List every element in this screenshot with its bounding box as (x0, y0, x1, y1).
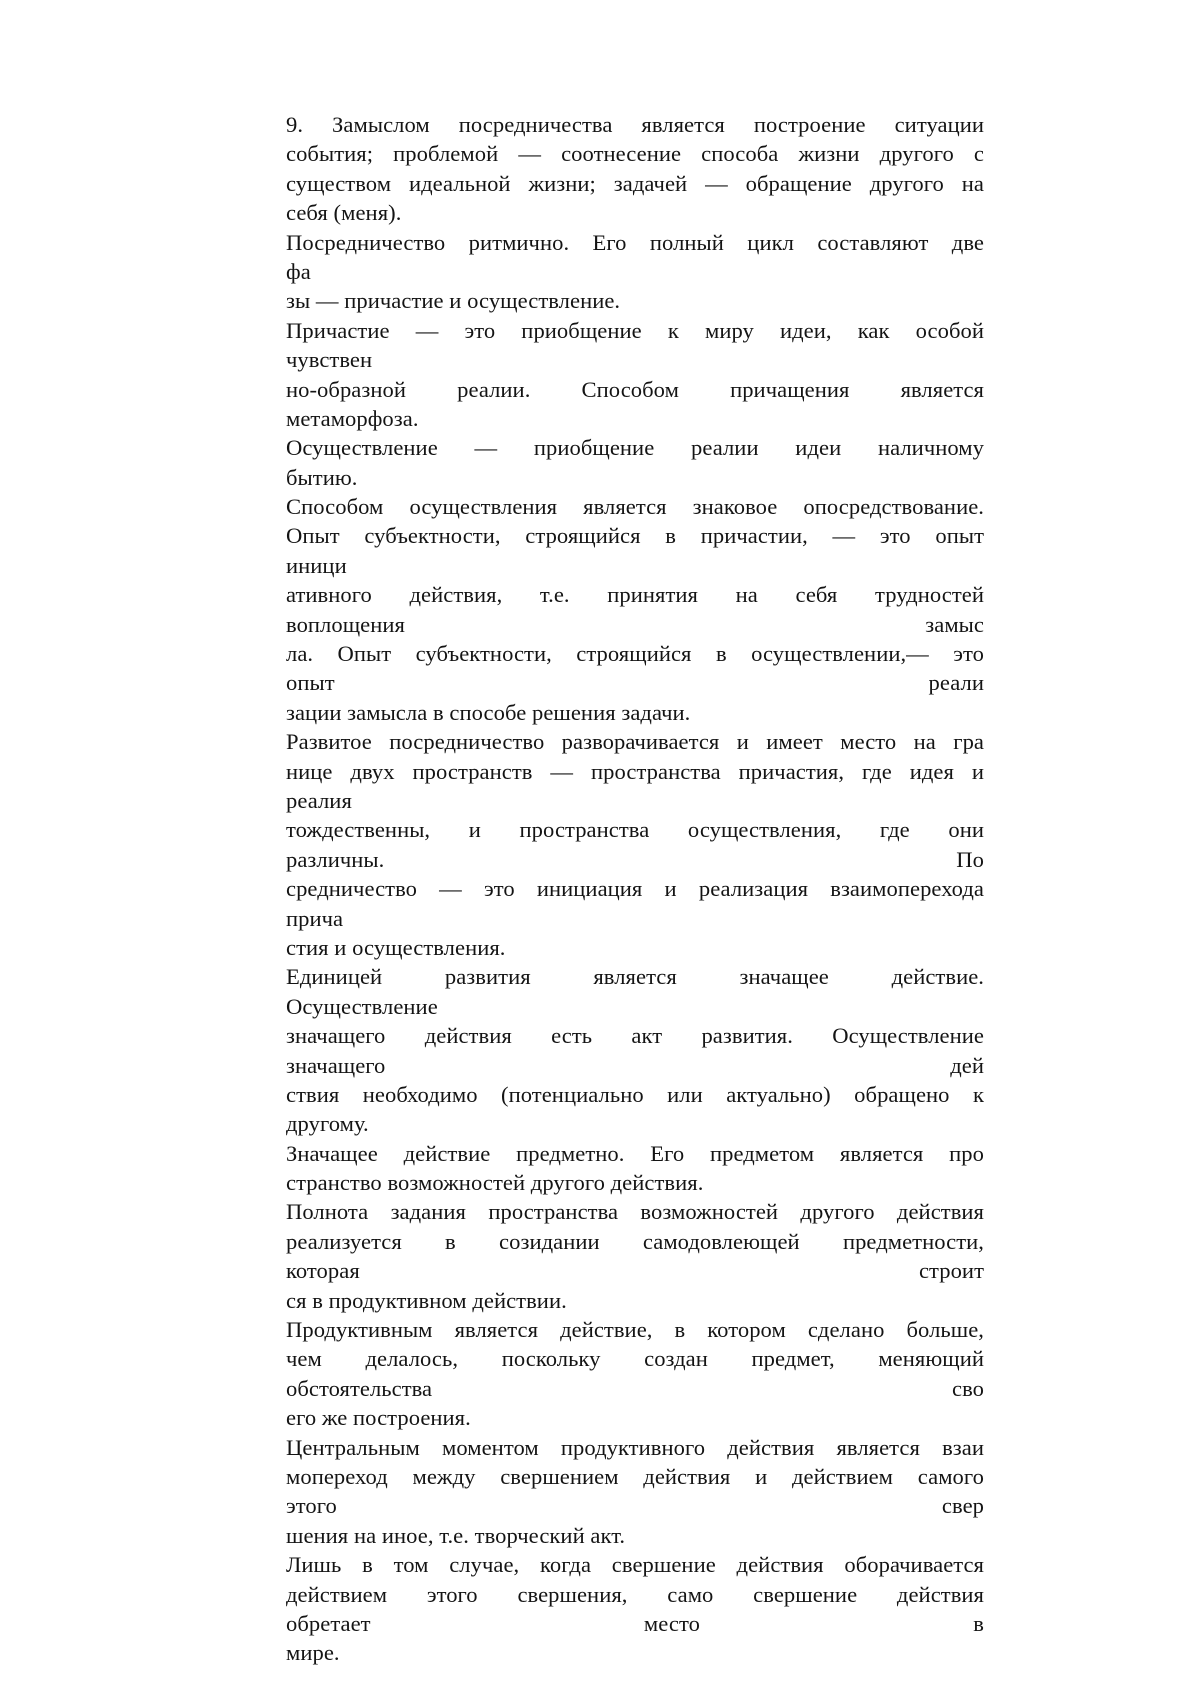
text-line: тождественны, и пространства осуществления, где они (286, 817, 984, 843)
text-line: фа (286, 258, 311, 284)
text-line: себя (меня). (286, 200, 402, 226)
text-line: ла. Опыт субъектности, строящийся в осуществлении,— это (286, 641, 984, 667)
text-line: реализуется в созидании самодовлеющей предметности, (286, 1228, 984, 1254)
text-line: мопереход между свершением действия и действием самого (286, 1463, 984, 1489)
text-line: зации замысла в способе решения задачи. (286, 699, 691, 725)
text-line: нице двух пространств — пространства причастия, где идея и (286, 758, 984, 784)
text-line: которая строит (286, 1258, 984, 1284)
text-line: прича (286, 905, 344, 931)
text-line: средничество — это инициация и реализация взаимоперехода (286, 876, 984, 902)
text-line: Причастие — это приобщение к миру идеи, как особой (286, 317, 984, 343)
text-line: Развитое посредничество разворачивается и имеет место на гра (286, 729, 984, 755)
text-line: ствия необходимо (потенциально или актуально) обращено к (286, 1081, 984, 1107)
text-line: иници (286, 552, 347, 578)
text-line: его же построения. (286, 1405, 471, 1431)
text-line: чем делалось, поскольку создан предмет, меняющий (286, 1346, 984, 1372)
text-line: метаморфоза. (286, 405, 419, 431)
text-line: Центральным моментом продуктивного действия является взаи (286, 1434, 984, 1460)
text-line: Значащее действие предметно. Его предметом является про (286, 1140, 984, 1166)
text-line: ативного действия, т.е. принятия на себя трудностей (286, 582, 984, 608)
text-line: Полнота задания пространства возможностей другого действия (286, 1199, 984, 1225)
text-line: значащего действия есть акт развития. Осуществление (286, 1023, 984, 1049)
text-line: обстоятельства сво (286, 1375, 984, 1401)
text-line: реалия (286, 787, 352, 813)
text-line: значащего дей (286, 1052, 984, 1078)
text-line: шения на иное, т.е. творческий акт. (286, 1522, 626, 1548)
text-line: воплощения замыс (286, 611, 984, 637)
text-line: Лишь в том случае, когда свершение действия оборачивается (286, 1552, 984, 1578)
text-line: Продуктивным является действие, в котором сделано больше, (286, 1317, 984, 1343)
text-line: различны. По (286, 846, 984, 872)
text-line: 9. Замыслом посредничества является построение ситуации (286, 112, 984, 137)
text-line: Осуществление — приобщение реалии идеи наличному (286, 435, 984, 461)
text-line: Способом осуществления является знаковое опосредствование. (286, 494, 984, 520)
text-line: этого свер (286, 1493, 984, 1519)
text-line: но-образной реалии. Способом причащения является (286, 376, 984, 402)
text-line: зы — причастие и осуществление. (286, 288, 621, 314)
body-text (286, 110, 984, 1668)
text-line: мире. (286, 1640, 340, 1666)
text-line: стия и осуществления. (286, 934, 506, 960)
text-line: Опыт субъектности, строящийся в причастии, — это опыт (286, 523, 984, 549)
text-line: события; проблемой — соотнесение способа жизни другого с (286, 141, 984, 167)
text-line: существом идеальной жизни; задачей — обращение другого на (286, 170, 984, 196)
text-line: чувствен (286, 347, 373, 373)
text-line: действием этого свершения, само свершение действия (286, 1581, 984, 1607)
text-line: Единицей развития является значащее действие. (286, 964, 984, 990)
text-line: Посредничество ритмично. Его полный цикл составляют две (286, 229, 984, 255)
text-line: бытию. (286, 464, 358, 490)
text-line: опыт реали (286, 670, 984, 696)
text-line: обретает место в (286, 1610, 984, 1636)
text-line: Осуществление (286, 993, 438, 1019)
text-line: другому. (286, 1111, 369, 1137)
text-line: ся в продуктивном действии. (286, 1287, 567, 1313)
text-line: странство возможностей другого действия. (286, 1170, 704, 1196)
